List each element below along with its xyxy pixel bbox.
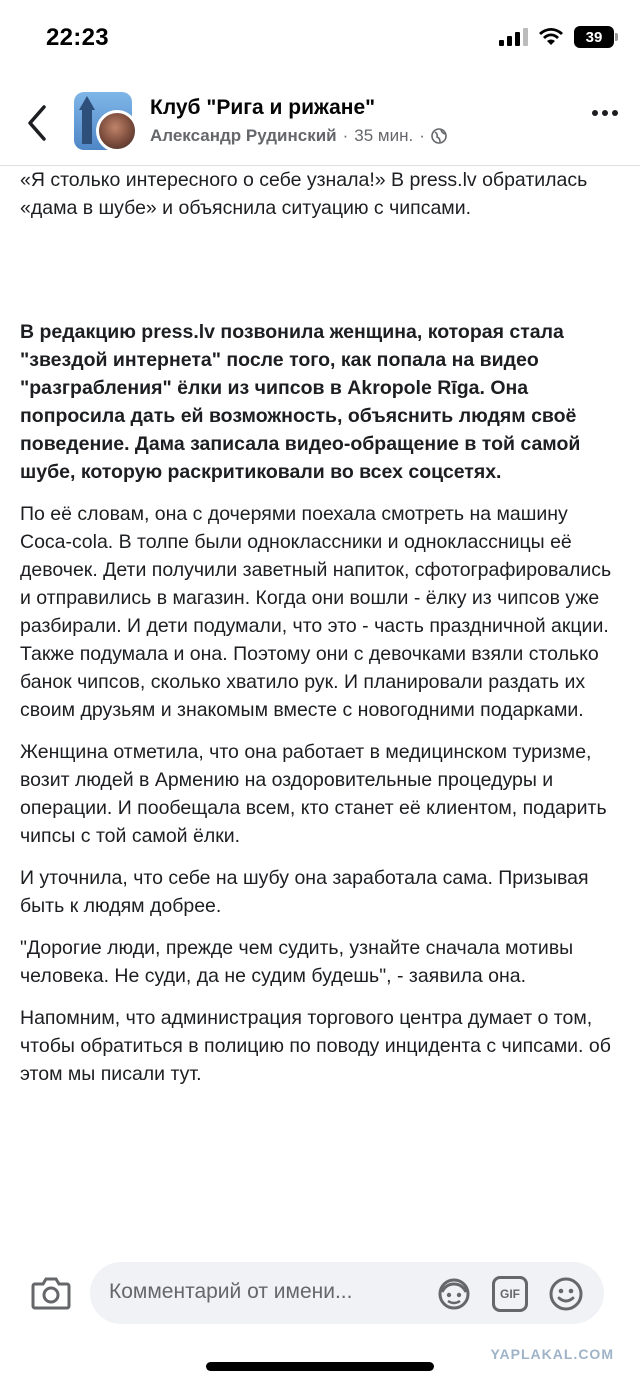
group-name[interactable]: Клуб "Рига и рижане" — [150, 96, 376, 119]
post-body — [20, 166, 624, 1102]
meta-separator-2: · — [419, 126, 425, 145]
more-dot — [612, 110, 618, 116]
home-indicator[interactable] — [206, 1362, 434, 1371]
gif-icon[interactable] — [492, 1276, 528, 1312]
more-dot — [602, 110, 608, 116]
comment-bar — [0, 1252, 640, 1336]
post-meta — [150, 126, 447, 146]
camera-icon — [30, 1274, 72, 1312]
post-paragraph: Напомним, что администрация торгового центра думает о том, чтобы обратиться в полицию по поводу инцидента с чипсами. об этом мы писали тут. — [20, 1007, 611, 1085]
globe-icon — [431, 128, 447, 144]
post-paragraph: Женщина отметила, что она работает в медицинском туризме, возит людей в Армению на оздоровительные процедуры и операции. И пообещала всем, кто станет её клиентом, подарить чипсы с той самой ёлки. — [20, 741, 607, 847]
comment-placeholder: Комментарий от имени... — [109, 1280, 353, 1303]
post-header — [0, 80, 640, 166]
avatar-tower — [82, 108, 92, 144]
post-bold-paragraph: В редакцию press.lv позвонила женщина, которая стала "звездой интернета" после того, как попала на видео "разграбления" ёлки из чипсов в Akropole Rīga. Она попросила дать ей возможность, объяснить людям своё поведение. Дама записала видео-обращение в той самой шубе, которую раскритиковали во всех соцсетях. — [20, 321, 581, 483]
camera-button[interactable] — [30, 1274, 72, 1312]
comment-input[interactable] — [90, 1262, 604, 1324]
wifi-icon — [538, 27, 564, 47]
gif-label: GIF — [500, 1287, 520, 1301]
battery-level: 39 — [585, 28, 603, 46]
post-time[interactable]: 35 мин. — [354, 126, 414, 145]
post-paragraph: И уточнила, что себе на шубу она заработала сама. Призывая быть к людям добрее. — [20, 867, 589, 917]
author-name[interactable]: Александр Рудинский — [150, 126, 337, 145]
watermark: YAPLAKAL.COM — [490, 1346, 614, 1362]
chevron-left-icon — [27, 105, 47, 141]
more-dot — [592, 110, 598, 116]
avatar-sticker-icon[interactable] — [436, 1276, 472, 1312]
meta-separator: · — [342, 126, 349, 145]
post-paragraph: По её словам, она с дочерями поехала смотреть на машину Coca-cola. В толпе были одноклассники и одноклассницы её девочек. Дети получили заветный напиток, сфотографировались и отправились в магазин. Когда они вошли - ёлку из чипсов уже разбирали. И дети подумали, что это - часть праздничной акции. Также подумала и она. Поэтому они с девочками взяли столько банок чипсов, сколько хватило рук. И планировали раздать их своим друзьям и знакомым вместе с новогодними подарками. — [20, 503, 612, 721]
back-button[interactable] — [22, 100, 52, 146]
more-options-button[interactable] — [592, 110, 618, 116]
status-icons — [499, 26, 614, 48]
post-lead-text: «Я столько интересного о себе узнала!» В press.lv обратилась «дама в шубе» и объяснила ситуацию с чипсами. — [20, 169, 588, 219]
status-bar — [0, 0, 640, 80]
author-avatar[interactable] — [96, 110, 138, 152]
status-time: 22:23 — [46, 24, 109, 51]
cellular-signal-icon — [499, 28, 528, 46]
battery-icon — [574, 26, 614, 48]
emoji-icon[interactable] — [548, 1276, 584, 1312]
post-paragraph: "Дорогие люди, прежде чем судить, узнайте сначала мотивы человека. Не суди, да не судим будешь", - заявила она. — [20, 937, 574, 987]
